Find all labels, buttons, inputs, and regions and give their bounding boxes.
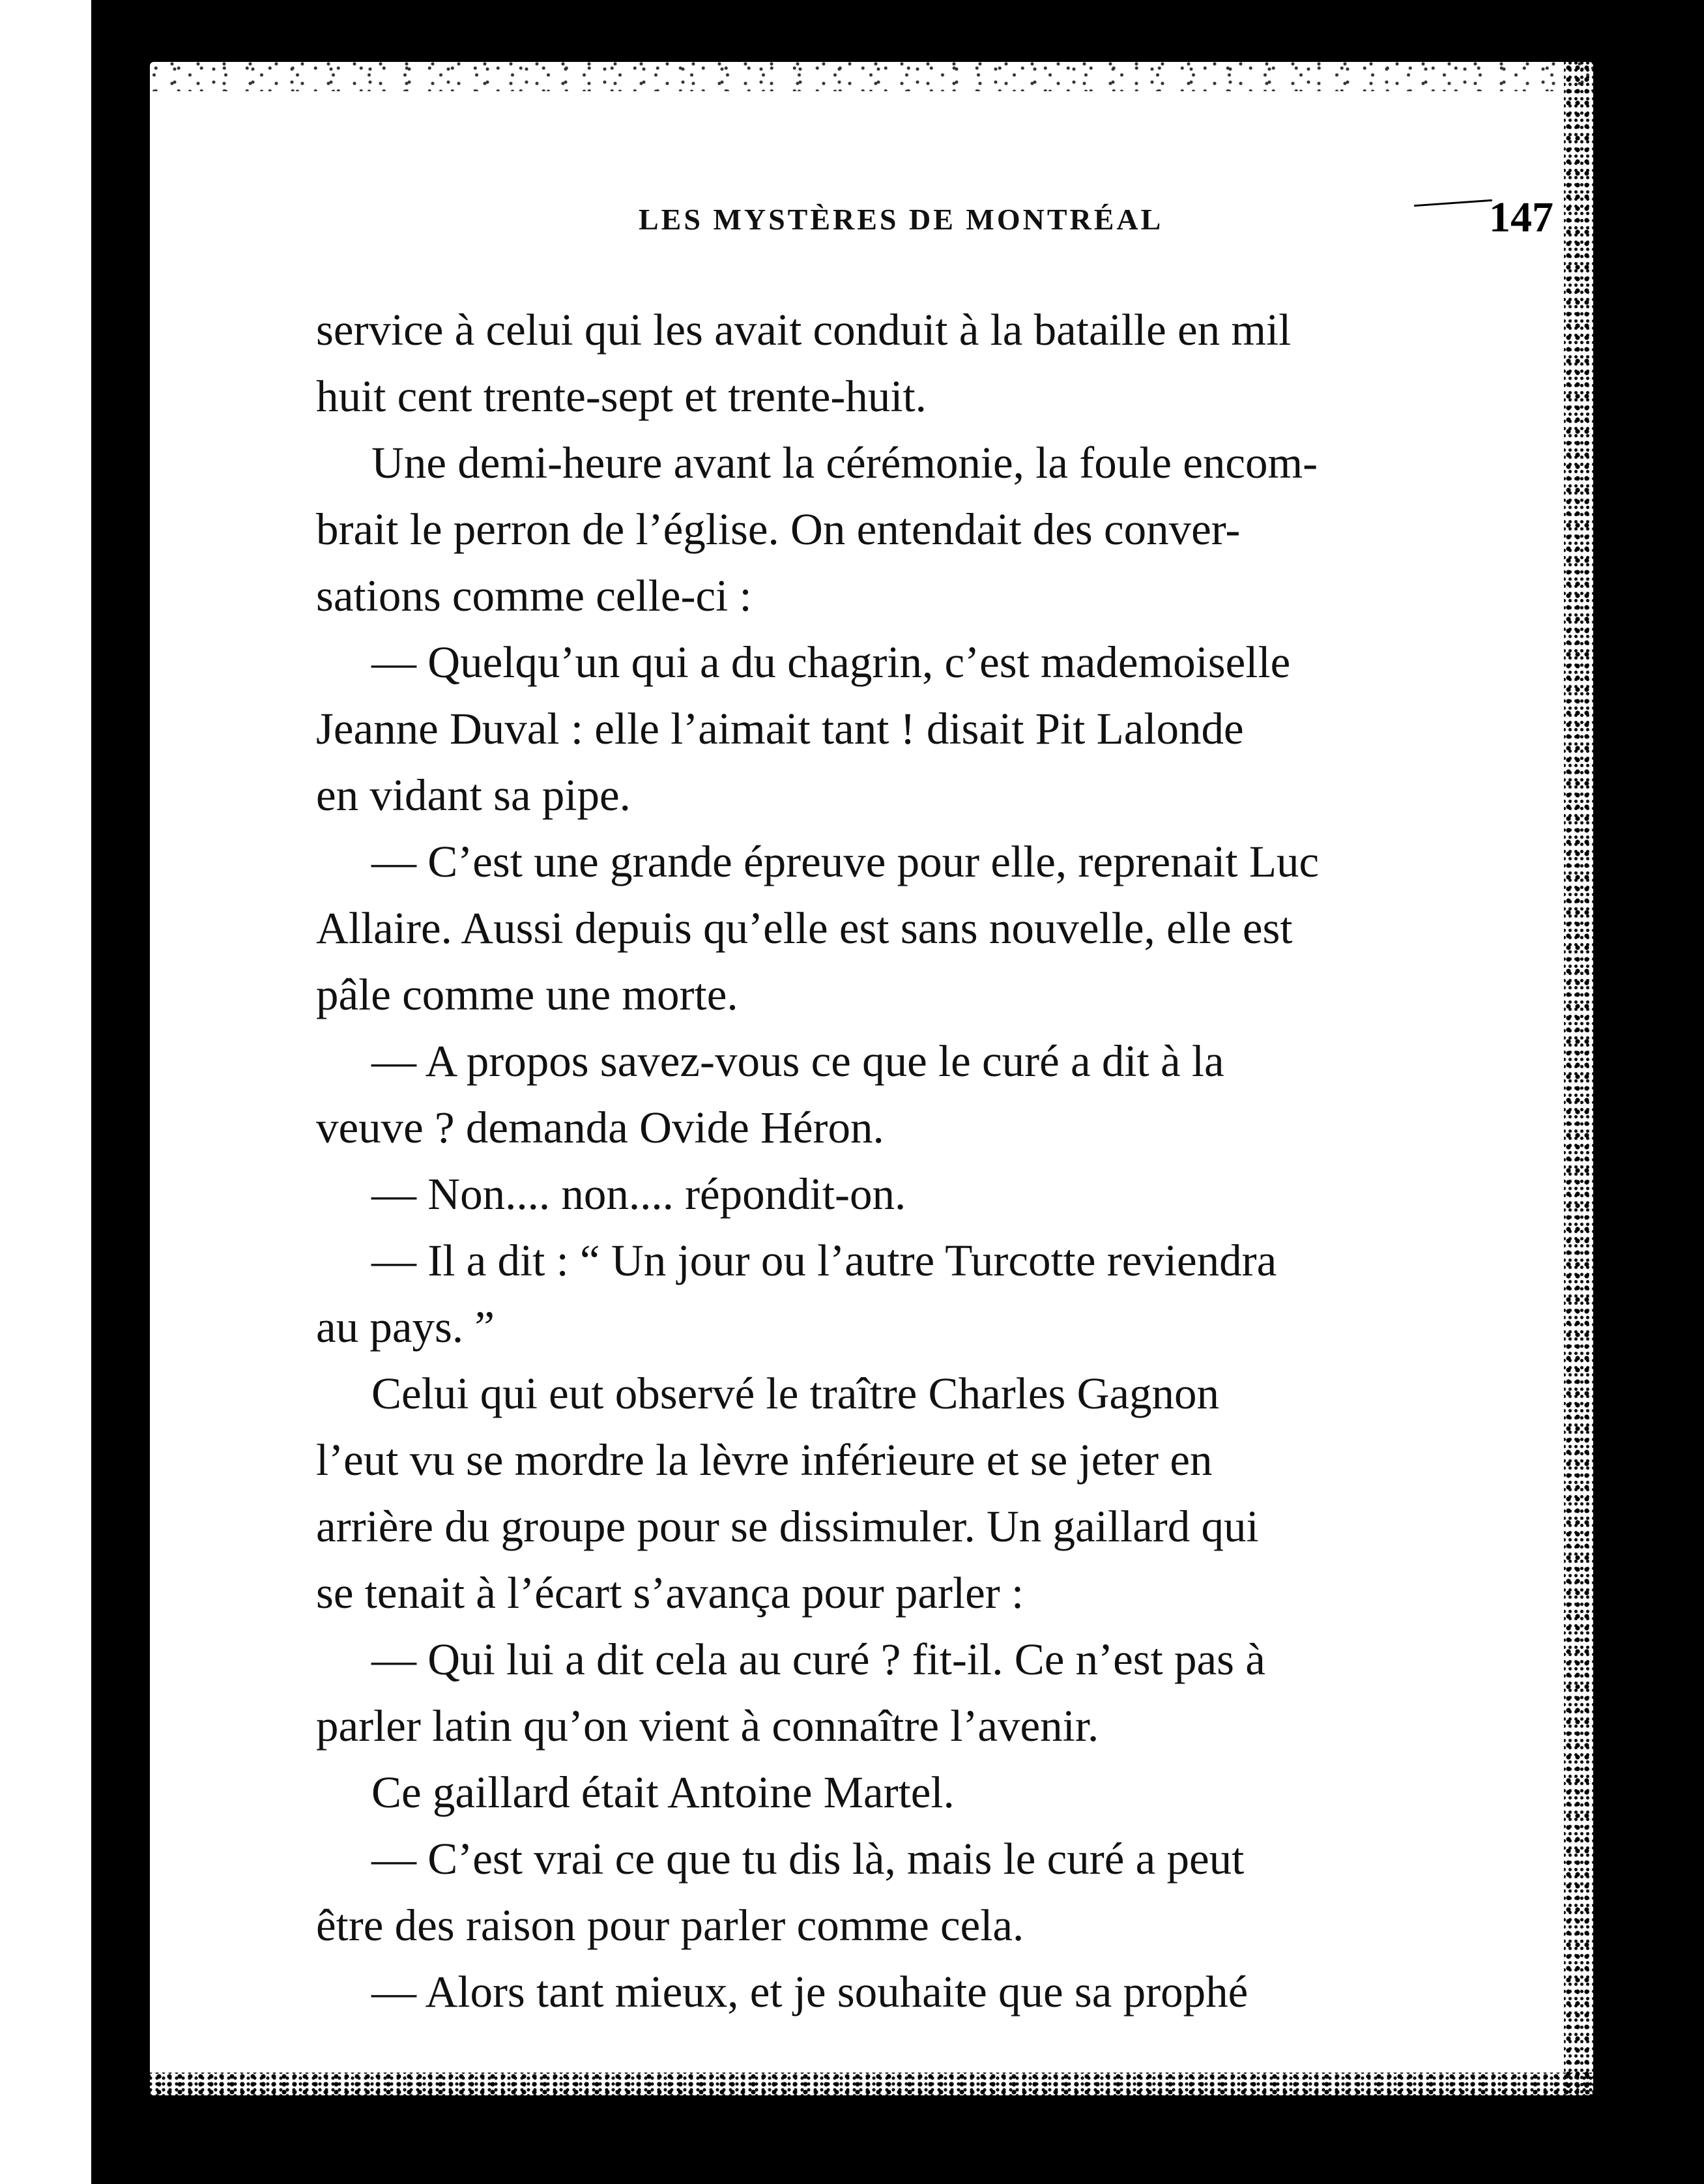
text-line: brait le perron de l’église. On entendait des conver- — [316, 504, 1241, 554]
text-line: arrière du groupe pour se dissimuler. Un gaillard qui — [316, 1502, 1259, 1551]
text-line: — Quelqu’un qui a du chagrin, c’est mademoiselle — [371, 637, 1291, 687]
running-title: LES MYSTÈRES DE MONTRÉAL — [639, 203, 1164, 236]
text-line: pâle comme une morte. — [316, 970, 738, 1019]
text-line: parler latin qu’on vient à connaître l’avenir. — [316, 1701, 1099, 1751]
text-line: — Qui lui a dit cela au curé ? fit-il. Ce n’est pas à — [371, 1635, 1265, 1684]
text-line: Une demi-heure avant la cérémonie, la foule encom- — [371, 438, 1318, 488]
scan-dark-band — [91, 0, 150, 2184]
text-line: — C’est vrai ce que tu dis là, mais le curé a peut — [371, 1834, 1245, 1884]
text-line: — A propos savez-vous ce que le curé a dit à la — [371, 1036, 1224, 1086]
page-number: 147 — [1489, 194, 1553, 241]
text-line: Ce gaillard était Antoine Martel. — [371, 1768, 955, 1817]
text-line: en vidant sa pipe. — [316, 770, 631, 820]
text-line: Jeanne Duval : elle l’aimait tant ! disait Pit Lalonde — [316, 704, 1244, 753]
text-line: veuve ? demanda Ovide Héron. — [316, 1103, 884, 1152]
scan-noise-top — [143, 52, 1616, 91]
text-line: Allaire. Aussi depuis qu’elle est sans nouvelle, elle est — [316, 903, 1293, 953]
text-line: sations comme celle-ci : — [316, 571, 752, 620]
scan-left-margin — [0, 0, 91, 2184]
text-line: huit cent trente-sept et trente-huit. — [316, 371, 927, 421]
text-line: — C’est une grande épreuve pour elle, reprenait Luc — [371, 837, 1320, 886]
text-line: Celui qui eut observé le traître Charles Gagnon — [371, 1369, 1220, 1418]
text-line: au pays. ” — [316, 1302, 495, 1352]
body-text — [316, 297, 1574, 2025]
scan-noise-bottom — [143, 2073, 1616, 2112]
page-header — [150, 194, 1593, 248]
text-line: l’eut vu se mordre la lèvre inférieure et se jeter en — [316, 1435, 1213, 1485]
text-line: — Il a dit : “ Un jour ou l’autre Turcotte reviendra — [371, 1236, 1277, 1285]
text-line: être des raison pour parler comme cela. — [316, 1900, 1024, 1950]
text-line: service à celui qui les avait conduit à la bataille en mil — [316, 305, 1292, 355]
text-line: se tenait à l’écart s’avança pour parler : — [316, 1568, 1024, 1618]
text-line: — Alors tant mieux, et je souhaite que sa prophé — [371, 1967, 1249, 2017]
text-line: — Non.... non.... répondit-on. — [371, 1169, 906, 1219]
